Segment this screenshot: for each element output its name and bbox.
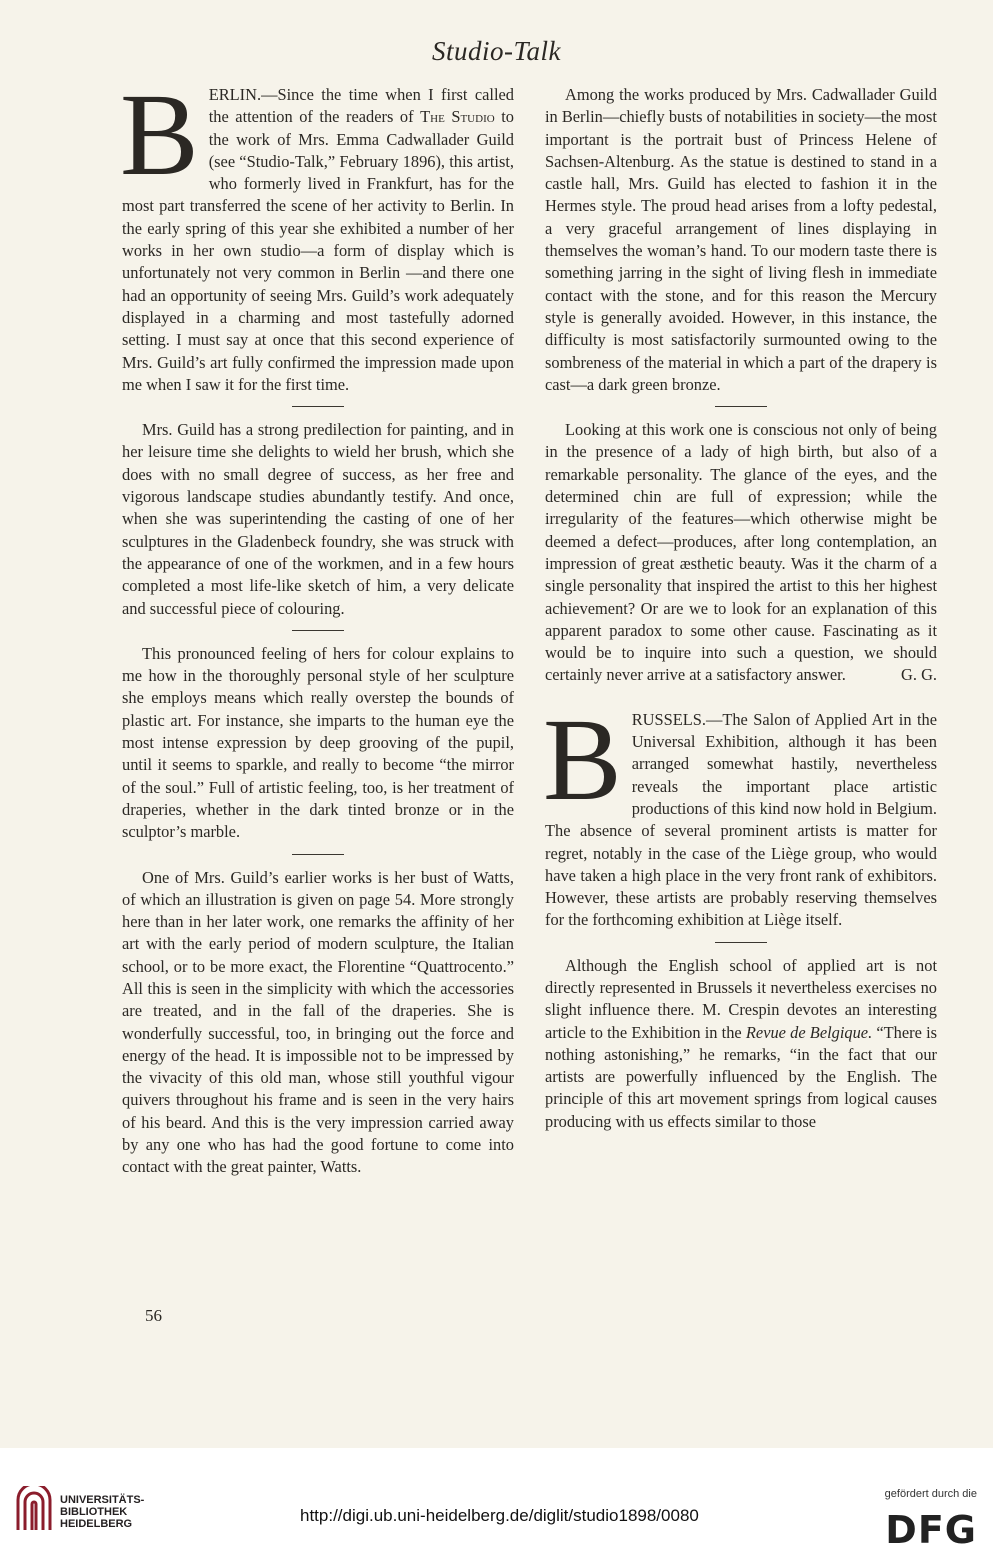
- author-signature: G. G.: [901, 665, 937, 685]
- section-divider: [292, 854, 344, 855]
- brussels-drop-cap: B: [543, 693, 622, 825]
- english-text-a: Although the English school of applied art is not directly represented in Brussels it nevertheless exercises no slight influence there. M. Crespin devotes an interesting article to the Exhibition in the: [545, 955, 937, 1042]
- digitization-footer: [0, 1448, 993, 1561]
- personality-text: Looking at this work one is conscious not only of being in the presence of a lady of high birth, but also of a remarkable personality. The glance of the eyes, and the determined chin are full of expression; while the irregularity of the features—which otherwise might be deemed a defect—produces, after long contemplation, an impression of great æsthetic beauty. Was it the charm of a single personality that inspired the artist to this her highest achievement? Or are we to look for an explanation of this apparent paradox to some other cause. Fascinating as it would be to inquire into such a question, we should certainly never arrive at a satisfactory answer.: [545, 420, 937, 685]
- watts-paragraph: One of Mrs. Guild’s earlier works is her bust of Watts, of which an illustration is given on page 54. More strongly here than in her later work, one remarks the affinity of her art with the early period of modern sculpture, the Italian school, or to be more exact, the Florentine “Quattrocento.” All this is seen in the simplicity with which the accessories are treated, and in the fall of the draperies. She is wonderfully successful, too, in bringing out the force and energy of the head. It is impossible not to be impressed by the vivacity of this old man, whose still youthful vigour quivers throughout his frame and is seen in the very hairs of his beard. And this is the very impression carried away by any one who has had the good fortune to come into contact with the great painter, Watts.: [122, 867, 514, 1177]
- berlin-text-b: to the work of Mrs. Emma Cadwallader Guild (see “Studio-Talk,” February 1896), this artist, who formerly lived in Frankfurt, has for the most part transferred the scene of her activity to Berlin. In the early spring of this year she exhibited a number of her works in her own studio—a form of display which is unfortunately not very common in Berlin —and there one had an opportunity of seeing Mrs. Guild’s work adequately displayed in a charming and most tastefully adorned setting. I must say at once that this second experience of Mrs. Guild’s art fully confirmed the impression made upon me when I saw it for the first time.: [122, 107, 514, 394]
- section-divider: [715, 406, 767, 407]
- running-title: Studio-Talk: [431, 36, 562, 66]
- funded-by-text: gefördert durch die: [884, 1488, 977, 1500]
- revue-title: Revue de Belgique.: [745, 1022, 873, 1042]
- library-name-line: UNIVERSITÄTS-: [60, 1494, 145, 1506]
- brussels-text: RUSSELS.—The Salon of Applied Art in the Universal Exhibition, although it has been arranged somewhat hastily, nevertheless reveals the important place artistic productions of this kind now hold in Belgium. The absence of several prominent artists is matter for regret, notably in the case of the Liège group, who would have taken a high place in the very front rank of exhibitors. However, these artists are probably reserving themselves for the forthcoming exhibition at Liège itself.: [545, 709, 937, 930]
- english-text-b: “There is nothing astonishing,” he remarks, “in the fact that our artists are powerfully influenced by the English. The principle of this art movement springs from logical causes producing with us effects similar to those: [545, 1022, 937, 1131]
- page-number: 56: [145, 1306, 162, 1325]
- brussels-paragraph: [543, 693, 937, 932]
- english-school-paragraph: [545, 955, 937, 1133]
- library-name-line: HEIDELBERG: [60, 1518, 133, 1530]
- section-divider: [715, 942, 767, 943]
- personality-paragraph: [545, 419, 937, 687]
- berlin-paragraph: [120, 69, 514, 396]
- library-name-line: BIBLIOTHEK: [60, 1506, 128, 1518]
- studio-smallcaps: The Studio: [420, 107, 495, 127]
- princess-paragraph: Among the works produced by Mrs. Cadwallader Guild in Berlin—chiefly busts of notabilities in society—the most important is the portrait bust of Princess Helene of Sachsen-Altenburg. As the statue is destined to stand in a castle hall, Mrs. Guild has elected to fashion it in the Hermes style. The proud head arises from a lofty pedestal, a very graceful arrangement of lines displaying in themselves the woman’s hand. To our modern taste there is something jarring in the sight of living flesh in immediate contact with the stone, and for this reason the Mercury style is generally avoided. However, in this instance, the difficulty is most satisfactorily surmounted owing to the sombreness of the material in which a part of the drapery is cast—a dark green bronze.: [545, 85, 937, 394]
- painting-paragraph: Mrs. Guild has a strong predilection for painting, and in her leisure time she delights to wield her brush, which she does with no small degree of success, as her free and vigorous landscape studies abundantly testify. And once, when she was superintending the casting of one of her sculptures in the Gladenbeck foundry, she was struck with the appearance of one of the workmen, and in a few hours completed a most life-like sketch of him, a very delicate and successful piece of colouring.: [122, 420, 514, 618]
- left-column: [120, 69, 514, 1179]
- digital-library-link[interactable]: http://digi.ub.uni-heidelberg.de/diglit/studio1898/0080: [300, 1506, 699, 1525]
- section-divider: [292, 406, 344, 407]
- colour-paragraph: This pronounced feeling of hers for colour explains to me how in the thoroughly personal style of her sculpture she employs means which really overstep the bounds of plastic art. For instance, she imparts to the human eye the most intense expression by deep grooving of the pupil, until it seems to sparkle, and really to become “the mirror of the soul.” Full of artistic feeling, too, is her treatment of draperies, whether in the dark tinted bronze or in the sculptor’s marble.: [122, 643, 514, 842]
- dfg-logo: DFG: [885, 1508, 977, 1552]
- library-name: [60, 1494, 144, 1530]
- section-divider: [292, 630, 344, 631]
- berlin-drop-cap: B: [120, 69, 199, 200]
- right-column: [545, 84, 937, 1133]
- library-logo-icon: [14, 1486, 54, 1532]
- berlin-text-a: ERLIN.—Since the time when I first called the attention of the readers of: [208, 85, 514, 127]
